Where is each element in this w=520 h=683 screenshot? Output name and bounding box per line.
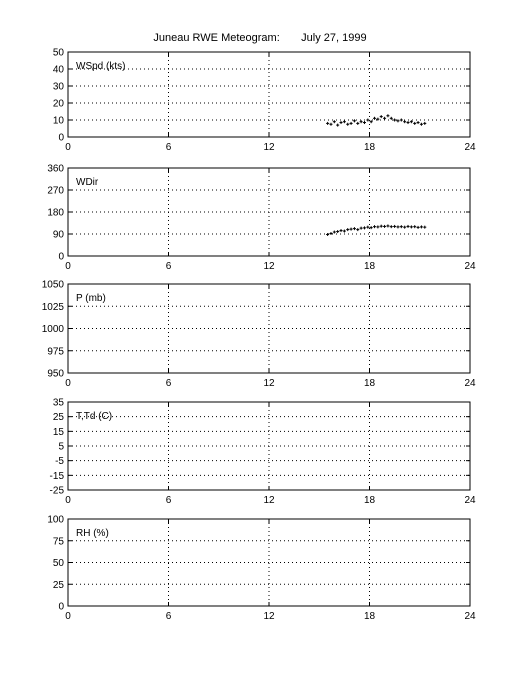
wdir-xtick-label: 18 [363, 261, 376, 272]
temp-dewpoint-ytick-label: 35 [52, 397, 64, 409]
pressure-label: P (mb) [76, 293, 106, 304]
temp-dewpoint-ytick-label: 15 [52, 426, 64, 438]
pressure-ytick-label: 1050 [41, 279, 64, 291]
rh-ytick-label: 25 [52, 579, 64, 591]
wdir-label: WDir [76, 177, 99, 188]
temp-dewpoint-ytick-label: -15 [49, 470, 64, 482]
wspd-ytick-label: 20 [52, 98, 64, 110]
figure-title: Juneau RWE Meteogram: July 27, 1999 [153, 32, 367, 44]
wspd-xtick-label: 12 [263, 142, 275, 153]
wspd-ytick-label: 0 [58, 132, 64, 144]
pressure-ytick-label: 1025 [41, 301, 64, 313]
rh-xtick-label: 6 [165, 611, 172, 622]
wspd-xtick-label: 18 [363, 142, 376, 153]
temp-dewpoint-xtick-label: 0 [65, 495, 71, 506]
wdir-xtick-label: 6 [165, 261, 172, 272]
pressure-ytick-label: 975 [47, 346, 64, 358]
pressure-xtick-label: 18 [363, 378, 376, 389]
rh-xtick-label: 12 [263, 611, 275, 622]
wdir-ytick-label: 360 [47, 163, 64, 175]
wspd-ytick-label: 10 [52, 115, 64, 127]
rh-ytick-label: 50 [52, 558, 64, 569]
wspd-xtick-label: 0 [65, 142, 71, 153]
rh-xtick-label: 0 [65, 611, 71, 622]
wdir-ytick-label: 270 [47, 185, 64, 197]
temp-dewpoint-label: T,Td (C) [76, 411, 113, 422]
pressure-xtick-label: 0 [65, 378, 71, 389]
rh-ytick-label: 100 [47, 514, 64, 526]
temp-dewpoint-ytick-label: -25 [49, 485, 64, 497]
pressure-ytick-label: 1000 [41, 324, 64, 335]
pressure-xtick-label: 12 [263, 378, 275, 389]
temp-dewpoint-xtick-label: 24 [464, 495, 476, 506]
temp-dewpoint-xtick-label: 18 [363, 495, 376, 506]
temp-dewpoint-ytick-label: -5 [55, 456, 64, 468]
rh-label: RH (%) [76, 528, 109, 539]
wspd-xtick-label: 24 [464, 142, 476, 153]
temp-dewpoint-xtick-label: 6 [165, 495, 172, 506]
rh-xtick-label: 18 [363, 611, 376, 622]
pressure-ytick-label: 950 [47, 368, 64, 380]
temp-dewpoint-ytick-label: 5 [58, 441, 64, 453]
rh-ytick-label: 0 [58, 601, 64, 613]
wdir-ytick-label: 180 [47, 207, 64, 219]
wdir-xtick-label: 24 [464, 261, 476, 272]
pressure-xtick-label: 6 [165, 378, 172, 389]
wspd-label: WSpd (kts) [76, 61, 126, 72]
wspd-ytick-label: 30 [52, 81, 64, 93]
rh-xtick-label: 24 [464, 611, 476, 622]
rh-ytick-label: 75 [52, 536, 64, 548]
wspd-ytick-label: 40 [52, 64, 64, 76]
pressure-xtick-label: 24 [464, 378, 476, 389]
temp-dewpoint-xtick-label: 12 [263, 495, 275, 506]
wspd-xtick-label: 6 [165, 142, 172, 153]
wdir-ytick-label: 0 [58, 251, 64, 263]
temp-dewpoint-ytick-label: 25 [52, 412, 64, 424]
wdir-xtick-label: 0 [65, 261, 71, 272]
wspd-ytick-label: 50 [52, 47, 64, 59]
wdir-ytick-label: 90 [52, 229, 64, 241]
wdir-xtick-label: 12 [263, 261, 275, 272]
